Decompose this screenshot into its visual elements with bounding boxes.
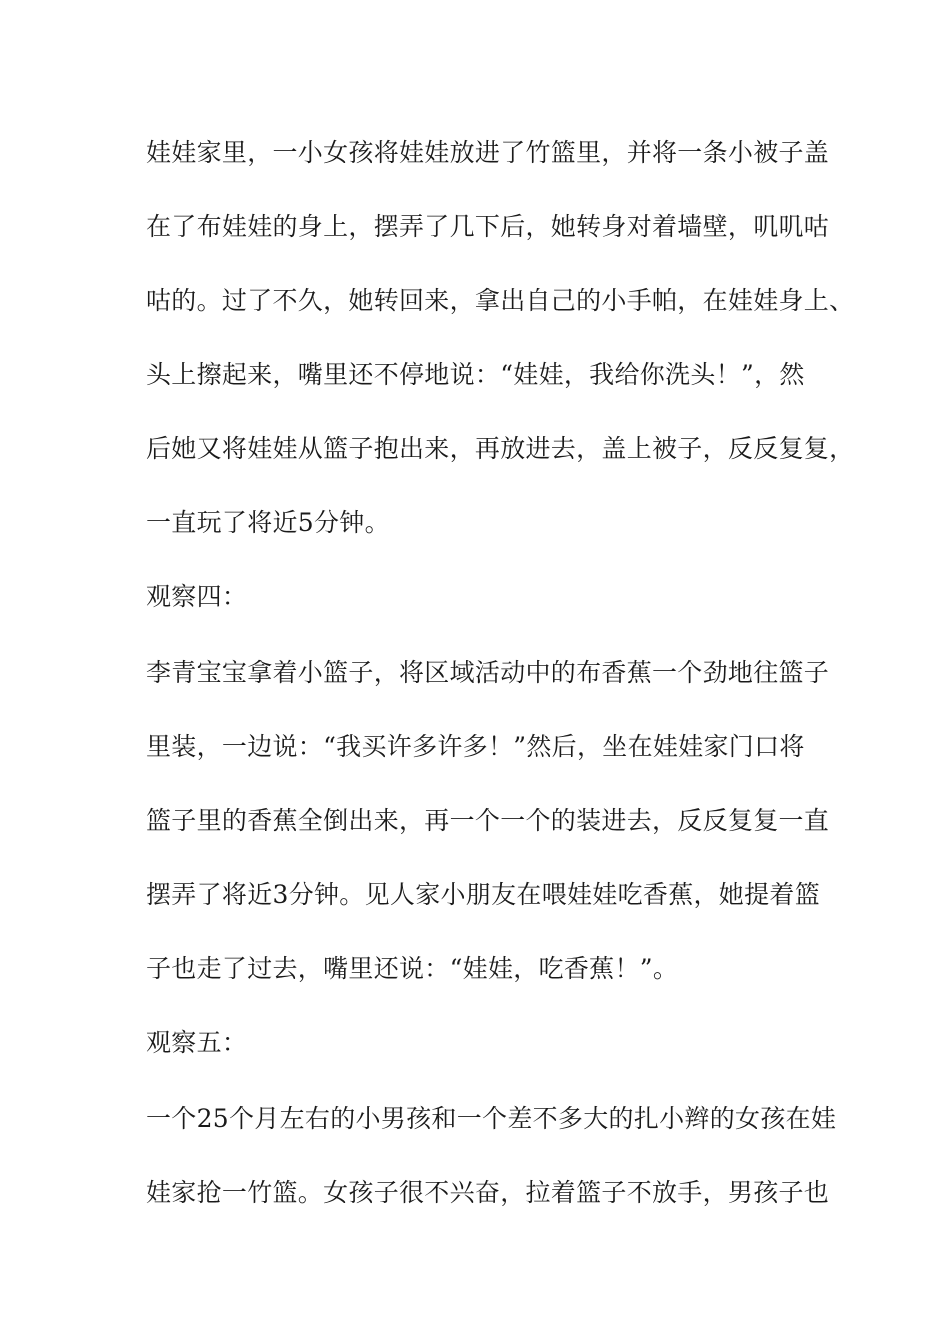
- text-line: 摆弄了将近3分钟。见人家小朋友在喂娃娃吃香蕉，她提着篮: [146, 880, 821, 909]
- text-line: 里装，一边说：“我买许多许多！”然后，坐在娃娃家门口将: [146, 732, 805, 761]
- text-line: 娃娃家里，一小女孩将娃娃放进了竹篮里，并将一条小被子盖: [146, 138, 830, 167]
- text-line: 咕的。过了不久，她转回来，拿出自己的小手帕，在娃娃身上、: [146, 286, 855, 315]
- text-line: 后她又将娃娃从篮子抱出来，再放进去，盖上被子，反反复复，: [146, 434, 855, 463]
- text-line: 在了布娃娃的身上，摆弄了几下后，她转身对着墙壁，叽叽咕: [146, 212, 830, 241]
- text-line: 李青宝宝拿着小篮子，将区域活动中的布香蕉一个劲地往篮子: [146, 658, 830, 687]
- text-line: 子也走了过去，嘴里还说：“娃娃，吃香蕉！”。: [146, 954, 679, 983]
- text-line: 篮子里的香蕉全倒出来，再一个一个的装进去，反反复复一直: [146, 806, 830, 835]
- text-line: 娃家抢一竹篮。女孩子很不兴奋，拉着篮子不放手，男孩子也: [146, 1178, 830, 1207]
- text-line: 一个25个月左右的小男孩和一个差不多大的扎小辫的女孩在娃: [146, 1104, 837, 1133]
- text-line: 头上擦起来，嘴里还不停地说：“娃娃，我给你洗头！”，然: [146, 360, 805, 389]
- section-heading-observation-4: 观察四：: [146, 582, 248, 611]
- text-line: 一直玩了将近5分钟。: [146, 508, 390, 537]
- section-heading-observation-5: 观察五：: [146, 1028, 248, 1057]
